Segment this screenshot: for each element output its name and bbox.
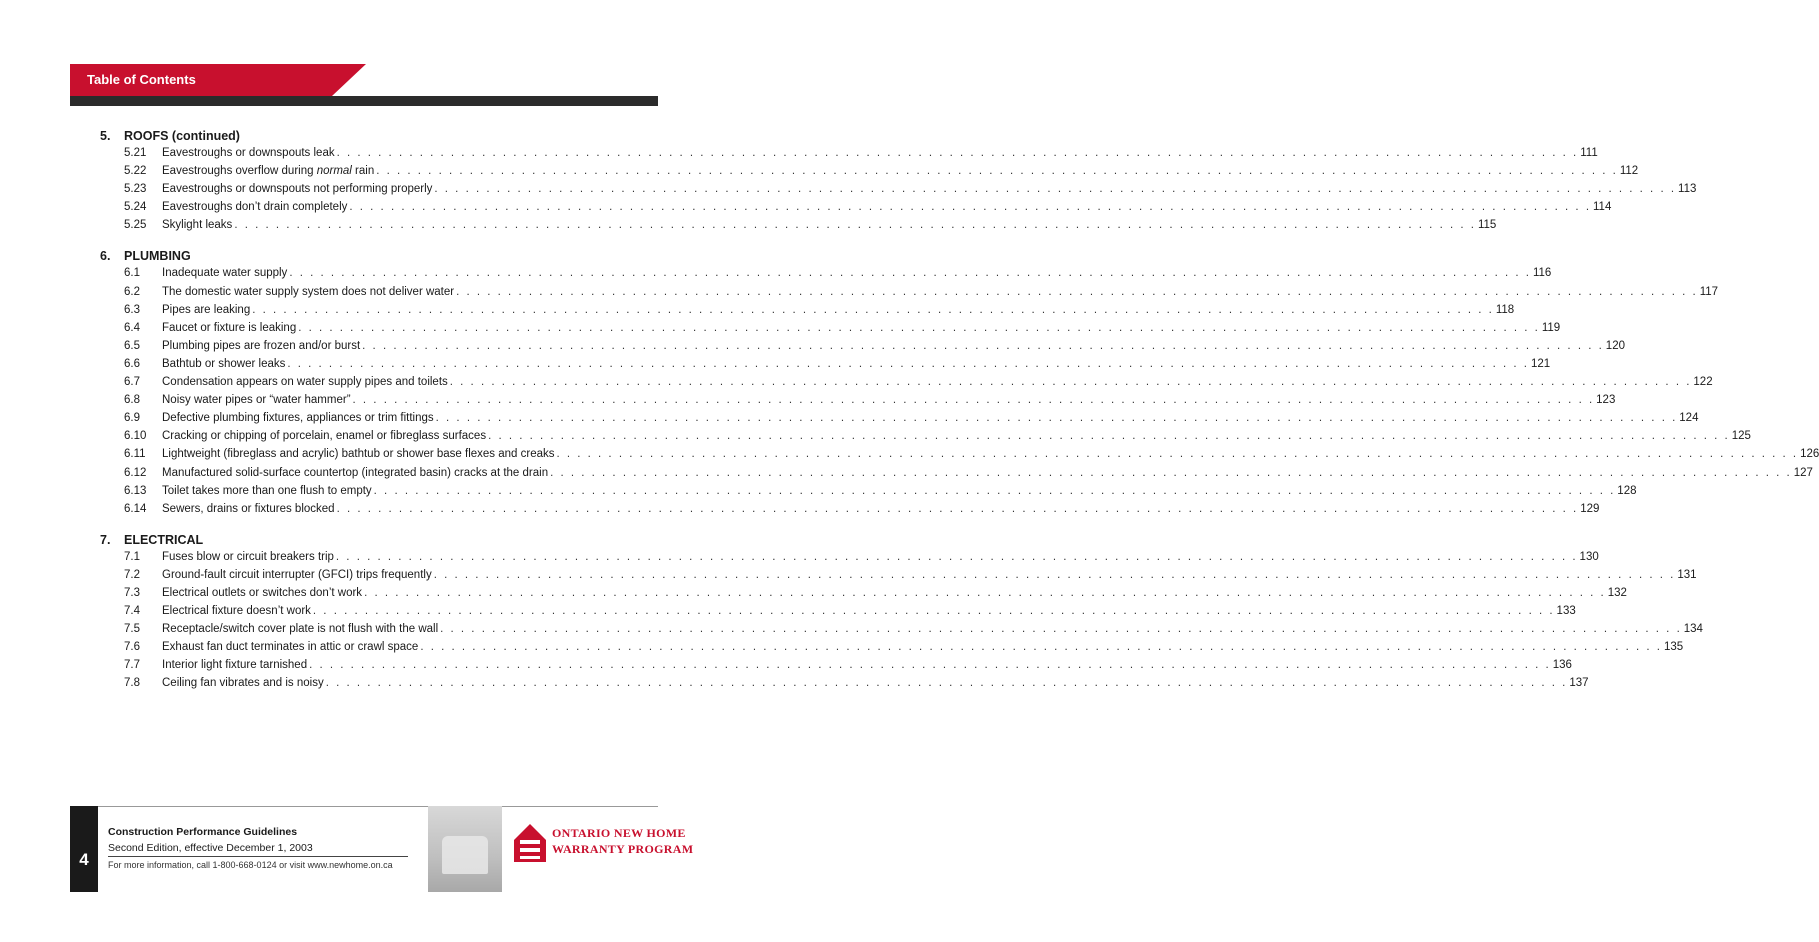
entry-number: 7.6 — [124, 641, 140, 654]
entry-number: 6.11 — [124, 448, 146, 461]
tarion-logo — [512, 820, 694, 870]
page-title: Table of Contents — [87, 72, 196, 87]
entry-page-number: 129 — [1580, 502, 1600, 515]
logo-line2: WARRANTY PROGRAM — [552, 842, 694, 856]
entry-number: 6.6 — [124, 357, 140, 370]
entry-title: Sewers, drains or fixtures blocked — [162, 502, 335, 515]
dot-leader: . . . . . . . . . . . . . . . . . . . . . . . . . . . . . . . . . . . . . . . . . . . . . . . . . . . . . . . . . . . . . . . . . . . . . . . . . . . . . . . . . . . . . . . . . . . . . . . . . . . . . . . . . . . . . . . . . . . . . . . . — [289, 267, 1531, 280]
entry-number: 6.7 — [124, 376, 140, 389]
entry-title: Bathtub or shower leaks — [162, 357, 286, 370]
footer-edition: Second Edition, effective December 1, 2003 — [108, 842, 313, 854]
dot-leader: . . . . . . . . . . . . . . . . . . . . . . . . . . . . . . . . . . . . . . . . . . . . . . . . . . . . . . . . . . . . . . . . . . . . . . . . . . . . . . . . . . . . . . . . . . . . . . . . . . . . . . . . . . . . . . . . . . . . . . . . — [433, 568, 1676, 581]
house-logo-icon — [512, 820, 548, 864]
entry-page-number: 128 — [1617, 484, 1637, 497]
entry-page-number: 132 — [1607, 586, 1627, 599]
dot-leader: . . . . . . . . . . . . . . . . . . . . . . . . . . . . . . . . . . . . . . . . . . . . . . . . . . . . . . . . . . . . . . . . . . . . . . . . . . . . . . . . . . . . . . . . . . . . . . . . . . . . . . . . . . . . . . . . . . . . . . . . — [449, 376, 1692, 389]
toc-entry[interactable] — [100, 319, 1561, 337]
entry-title: Toilet takes more than one flush to empty — [162, 484, 372, 497]
toc-section — [100, 248, 1819, 517]
dot-leader: . . . . . . . . . . . . . . . . . . . . . . . . . . . . . . . . . . . . . . . . . . . . . . . . . . . . . . . . . . . . . . . . . . . . . . . . . . . . . . . . . . . . . . . . . . . . . . . . . . . . . . . . . . . . . . . . . . . . . . . . — [325, 677, 1568, 690]
entry-page-number: 126 — [1800, 448, 1819, 461]
entry-number: 7.8 — [124, 677, 140, 690]
entry-title: Pipes are leaking — [162, 303, 251, 316]
table-of-contents — [100, 128, 1819, 707]
toc-entry[interactable] — [100, 264, 1552, 282]
entry-page-number: 120 — [1605, 339, 1625, 352]
chair-image — [442, 836, 488, 874]
entry-page-number: 134 — [1683, 623, 1703, 636]
dot-leader: . . . . . . . . . . . . . . . . . . . . . . . . . . . . . . . . . . . . . . . . . . . . . . . . . . . . . . . . . . . . . . . . . . . . . . . . . . . . . . . . . . . . . . . . . . . . . . . . . . . . . . . . . . . . . . . . . . . . . . . . — [252, 303, 1494, 316]
entry-page-number: 118 — [1495, 303, 1515, 316]
entry-page-number: 125 — [1731, 430, 1751, 443]
entry-title: Receptacle/switch cover plate is not flush with the wall — [162, 623, 439, 636]
entry-number: 6.8 — [124, 394, 140, 407]
toc-entry[interactable] — [100, 162, 1639, 180]
header-rule — [70, 96, 658, 106]
entry-page-number: 119 — [1541, 321, 1561, 334]
toc-entry[interactable] — [100, 355, 1551, 373]
toc-entry[interactable] — [100, 445, 1819, 463]
entry-page-number: 137 — [1569, 677, 1589, 690]
dot-leader: . . . . . . . . . . . . . . . . . . . . . . . . . . . . . . . . . . . . . . . . . . . . . . . . . . . . . . . . . . . . . . . . . . . . . . . . . . . . . . . . . . . . . . . . . . . . . . . . . . . . . . . . . . . . . . . . . . . . . . . . — [336, 502, 1579, 515]
entry-title: Eavestroughs or downspouts leak — [162, 147, 335, 159]
entry-page-number: 113 — [1678, 183, 1697, 196]
toc-entry[interactable] — [100, 427, 1751, 445]
entry-page-number: 131 — [1677, 568, 1697, 581]
section-title: ROOFS (continued) — [124, 129, 240, 143]
entry-page-number: 123 — [1596, 394, 1616, 407]
entry-number: 6.4 — [124, 321, 140, 334]
toc-entry[interactable] — [100, 482, 1637, 500]
entry-title: Eavestroughs don’t drain completely — [162, 201, 348, 214]
dot-leader: . . . . . . . . . . . . . . . . . . . . . . . . . . . . . . . . . . . . . . . . . . . . . . . . . . . . . . . . . . . . . . . . . . . . . . . . . . . . . . . . . . . . . . . . . . . . . . . . . . . . . . . . . . . . . . . . . . . . . . . . — [234, 219, 1476, 232]
entry-number: 6.10 — [124, 430, 147, 443]
entry-title: Eavestroughs overflow during normal rain — [162, 165, 375, 178]
dot-leader: . . . . . . . . . . . . . . . . . . . . . . . . . . . . . . . . . . . . . . . . . . . . . . . . . . . . . . . . . . . . . . . . . . . . . . . . . . . . . . . . . . . . . . . . . . . . . . . . . . . . . . . . . . . . . . . . . . . . . . . . — [440, 623, 1682, 636]
toc-entry[interactable] — [100, 620, 1703, 638]
toc-entry[interactable] — [100, 638, 1684, 656]
toc-entry[interactable] — [100, 373, 1713, 391]
entry-page-number: 124 — [1679, 412, 1699, 425]
dot-leader: . . . . . . . . . . . . . . . . . . . . . . . . . . . . . . . . . . . . . . . . . . . . . . . . . . . . . . . . . . . . . . . . . . . . . . . . . . . . . . . . . . . . . . . . . . . . . . . . . . . . . . . . . . . . . . . . . . . . . . . . — [420, 641, 1662, 654]
entry-number: 5.24 — [124, 201, 147, 214]
section-heading — [100, 128, 640, 144]
footer-divider — [70, 806, 658, 807]
footer-rule — [108, 856, 408, 857]
toc-entry[interactable] — [100, 674, 1589, 692]
toc-entry[interactable] — [100, 337, 1625, 355]
dot-leader: . . . . . . . . . . . . . . . . . . . . . . . . . . . . . . . . . . . . . . . . . . . . . . . . . . . . . . . . . . . . . . . . . . . . . . . . . . . . . . . . . . . . . . . . . . . . . . . . . . . . . . . . . . . . . . . . . . . . . . . . — [550, 466, 1792, 479]
entry-number: 7.7 — [124, 659, 140, 672]
entry-page-number: 127 — [1793, 466, 1813, 479]
dot-leader: . . . . . . . . . . . . . . . . . . . . . . . . . . . . . . . . . . . . . . . . . . . . . . . . . . . . . . . . . . . . . . . . . . . . . . . . . . . . . . . . . . . . . . . . . . . . . . . . . . . . . . . . . . . . . . . . . . . . . . . . — [349, 201, 1592, 214]
entry-title: Ceiling fan vibrates and is noisy — [162, 677, 324, 690]
dot-leader: . . . . . . . . . . . . . . . . . . . . . . . . . . . . . . . . . . . . . . . . . . . . . . . . . . . . . . . . . . . . . . . . . . . . . . . . . . . . . . . . . . . . . . . . . . . . . . . . . . . . . . . . . . . . . . . . . . . . . . . . — [434, 183, 1677, 196]
entry-number: 7.5 — [124, 623, 140, 636]
toc-entry[interactable] — [100, 301, 1515, 319]
entry-number: 7.1 — [124, 550, 140, 563]
entry-page-number: 112 — [1619, 165, 1639, 178]
entry-page-number: 117 — [1699, 285, 1719, 298]
footer-publication-title: Construction Performance Guidelines — [108, 826, 298, 838]
toc-entry[interactable] — [100, 216, 1497, 234]
section-title: PLUMBING — [124, 249, 191, 264]
entry-number: 5.25 — [124, 219, 147, 232]
entry-title: Electrical outlets or switches don’t work — [162, 586, 363, 599]
dot-leader: . . . . . . . . . . . . . . . . . . . . . . . . . . . . . . . . . . . . . . . . . . . . . . . . . . . . . . . . . . . . . . . . . . . . . . . . . . . . . . . . . . . . . . . . . . . . . . . . . . . . . . . . . . . . . . . . . . . . . . . . — [364, 586, 1606, 599]
entry-number: 6.14 — [124, 502, 147, 515]
entry-number: 6.13 — [124, 484, 147, 497]
entry-number: 6.1 — [124, 267, 140, 280]
section-title: ELECTRICAL — [124, 532, 204, 547]
dot-leader: . . . . . . . . . . . . . . . . . . . . . . . . . . . . . . . . . . . . . . . . . . . . . . . . . . . . . . . . . . . . . . . . . . . . . . . . . . . . . . . . . . . . . . . . . . . . . . . . . . . . . . . . . . . . . . . . . . . . . . . . — [488, 430, 1730, 443]
toc-entry[interactable] — [100, 584, 1627, 602]
entry-number: 7.4 — [124, 605, 140, 618]
entry-title: Condensation appears on water supply pipes and toilets — [162, 376, 448, 389]
toc-entry[interactable] — [100, 283, 1719, 301]
entry-title: Manufactured solid-surface countertop (integrated basin) cracks at the drain — [162, 466, 549, 479]
entry-page-number: 111 — [1580, 147, 1598, 159]
dot-leader: . . . . . . . . . . . . . . . . . . . . . . . . . . . . . . . . . . . . . . . . . . . . . . . . . . . . . . . . . . . . . . . . . . . . . . . . . . . . . . . . . . . . . . . . . . . . . . . . . . . . . . . . . . . . . . . . . . . . . . . . — [435, 412, 1678, 425]
dot-leader: . . . . . . . . . . . . . . . . . . . . . . . . . . . . . . . . . . . . . . . . . . . . . . . . . . . . . . . . . . . . . . . . . . . . . . . . . . . . . . . . . . . . . . . . . . . . . . . . . . . . . . . . . . . . . . . . . . . . . . . . — [298, 321, 1540, 334]
entry-number: 5.21 — [124, 147, 147, 159]
toc-entry[interactable] — [100, 464, 1813, 482]
toc-entry[interactable] — [100, 198, 1612, 216]
entry-title: Electrical fixture doesn’t work — [162, 605, 311, 618]
entry-number: 5.22 — [124, 165, 147, 178]
toc-entry[interactable] — [100, 656, 1572, 674]
entry-title: Eavestroughs or downspouts not performing properly — [162, 183, 433, 196]
dot-leader: . . . . . . . . . . . . . . . . . . . . . . . . . . . . . . . . . . . . . . . . . . . . . . . . . . . . . . . . . . . . . . . . . . . . . . . . . . . . . . . . . . . . . . . . . . . . . . . . . . . . . . . . . . . . . . . . . . . . . . . . — [309, 659, 1551, 672]
toc-entry[interactable] — [100, 566, 1697, 584]
dot-leader: . . . . . . . . . . . . . . . . . . . . . . . . . . . . . . . . . . . . . . . . . . . . . . . . . . . . . . . . . . . . . . . . . . . . . . . . . . . . . . . . . . . . . . . . . . . . . . . . . . . . . . . . . . . . . . . . . . . . . . . . — [376, 165, 1618, 178]
entry-title: Skylight leaks — [162, 219, 233, 232]
toc-entry[interactable] — [100, 602, 1576, 620]
entry-number: 6.5 — [124, 339, 140, 352]
entry-number: 6.9 — [124, 412, 140, 425]
entry-title: Interior light fixture tarnished — [162, 659, 308, 672]
entry-title: Lightweight (fibreglass and acrylic) bathtub or shower base flexes and creaks — [162, 448, 555, 461]
section-heading — [100, 248, 640, 264]
entry-page-number: 133 — [1556, 605, 1576, 618]
entry-page-number: 116 — [1532, 267, 1552, 280]
entry-title: Noisy water pipes or “water hammer” — [162, 394, 351, 407]
entry-number: 7.3 — [124, 586, 140, 599]
dot-leader: . . . . . . . . . . . . . . . . . . . . . . . . . . . . . . . . . . . . . . . . . . . . . . . . . . . . . . . . . . . . . . . . . . . . . . . . . . . . . . . . . . . . . . . . . . . . . . . . . . . . . . . . . . . . . . . . . . . . . . . . — [312, 605, 1555, 618]
entry-title: Faucet or fixture is leaking — [162, 321, 297, 334]
entry-number: 6.3 — [124, 303, 140, 316]
section-number: 6. — [100, 249, 111, 264]
entry-number: 6.2 — [124, 285, 140, 298]
entry-number: 5.23 — [124, 183, 147, 196]
dot-leader: . . . . . . . . . . . . . . . . . . . . . . . . . . . . . . . . . . . . . . . . . . . . . . . . . . . . . . . . . . . . . . . . . . . . . . . . . . . . . . . . . . . . . . . . . . . . . . . . . . . . . . . . . . . . . . . . . . . . . . . . — [556, 448, 1799, 461]
entry-title: Exhaust fan duct terminates in attic or crawl space — [162, 641, 419, 654]
entry-title: Plumbing pipes are frozen and/or burst — [162, 339, 361, 352]
entry-number: 6.12 — [124, 466, 147, 479]
dot-leader: . . . . . . . . . . . . . . . . . . . . . . . . . . . . . . . . . . . . . . . . . . . . . . . . . . . . . . . . . . . . . . . . . . . . . . . . . . . . . . . . . . . . . . . . . . . . . . . . . . . . . . . . . . . . . . . . . . . . . . . . — [362, 339, 1604, 352]
entry-page-number: 121 — [1531, 357, 1551, 370]
toc-entry[interactable] — [100, 548, 1599, 566]
dot-leader: . . . . . . . . . . . . . . . . . . . . . . . . . . . . . . . . . . . . . . . . . . . . . . . . . . . . . . . . . . . . . . . . . . . . . . . . . . . . . . . . . . . . . . . . . . . . . . . . . . . . . . . . . . . . . . . . . . . . . . . . — [335, 550, 1578, 563]
dot-leader: . . . . . . . . . . . . . . . . . . . . . . . . . . . . . . . . . . . . . . . . . . . . . . . . . . . . . . . . . . . . . . . . . . . . . . . . . . . . . . . . . . . . . . . . . . . . . . . . . . . . . . . . . . . . . . . . . . . . . . . . — [287, 357, 1529, 370]
toc-entry[interactable] — [100, 144, 1598, 162]
entry-title: Inadequate water supply — [162, 267, 288, 280]
entry-title: The domestic water supply system does not deliver water — [162, 285, 455, 298]
toc-section — [100, 128, 1697, 234]
toc-entry[interactable] — [100, 500, 1600, 518]
entry-number: 7.2 — [124, 568, 140, 581]
toc-entry[interactable] — [100, 180, 1697, 198]
entry-page-number: 136 — [1552, 659, 1572, 672]
dot-leader: . . . . . . . . . . . . . . . . . . . . . . . . . . . . . . . . . . . . . . . . . . . . . . . . . . . . . . . . . . . . . . . . . . . . . . . . . . . . . . . . . . . . . . . . . . . . . . . . . . . . . . . . . . . . . . . . . . . . . . . . — [456, 285, 1698, 298]
logo-line1: ONTARIO NEW HOME — [552, 826, 686, 840]
footer-photo — [428, 806, 502, 892]
section-number: 5. — [100, 129, 111, 143]
section-heading — [100, 532, 640, 548]
entry-page-number: 130 — [1579, 550, 1599, 563]
entry-title: Defective plumbing fixtures, appliances or trim fittings — [162, 412, 434, 425]
footer-contact: For more information, call 1-800-668-0124 or visit www.newhome.on.ca — [108, 860, 393, 870]
entry-page-number: 135 — [1663, 641, 1684, 654]
page-number: 4 — [79, 850, 89, 869]
dot-leader: . . . . . . . . . . . . . . . . . . . . . . . . . . . . . . . . . . . . . . . . . . . . . . . . . . . . . . . . . . . . . . . . . . . . . . . . . . . . . . . . . . . . . . . . . . . . . . . . . . . . . . . . . . . . . . . . . . . . . . . . — [352, 394, 1595, 407]
section-number: 7. — [100, 532, 111, 547]
page-number-block — [70, 806, 98, 892]
toc-entry[interactable] — [100, 391, 1616, 409]
entry-title: Ground-fault circuit interrupter (GFCI) trips frequently — [162, 568, 432, 581]
dot-leader: . . . . . . . . . . . . . . . . . . . . . . . . . . . . . . . . . . . . . . . . . . . . . . . . . . . . . . . . . . . . . . . . . . . . . . . . . . . . . . . . . . . . . . . . . . . . . . . . . . . . . . . . . . . . . . . . . . . . . . . . — [373, 484, 1616, 497]
entry-title: Fuses blow or circuit breakers trip — [162, 550, 334, 563]
entry-title: Cracking or chipping of porcelain, enamel or fibreglass surfaces — [162, 430, 487, 443]
toc-section — [100, 532, 1703, 693]
entry-page-number: 115 — [1477, 219, 1497, 232]
entry-page-number: 114 — [1593, 201, 1612, 214]
entry-page-number: 122 — [1693, 376, 1713, 389]
toc-entry[interactable] — [100, 409, 1699, 427]
dot-leader: . . . . . . . . . . . . . . . . . . . . . . . . . . . . . . . . . . . . . . . . . . . . . . . . . . . . . . . . . . . . . . . . . . . . . . . . . . . . . . . . . . . . . . . . . . . . . . . . . . . . . . . . . . . . . . . . . . . . . . . . — [336, 147, 1579, 159]
